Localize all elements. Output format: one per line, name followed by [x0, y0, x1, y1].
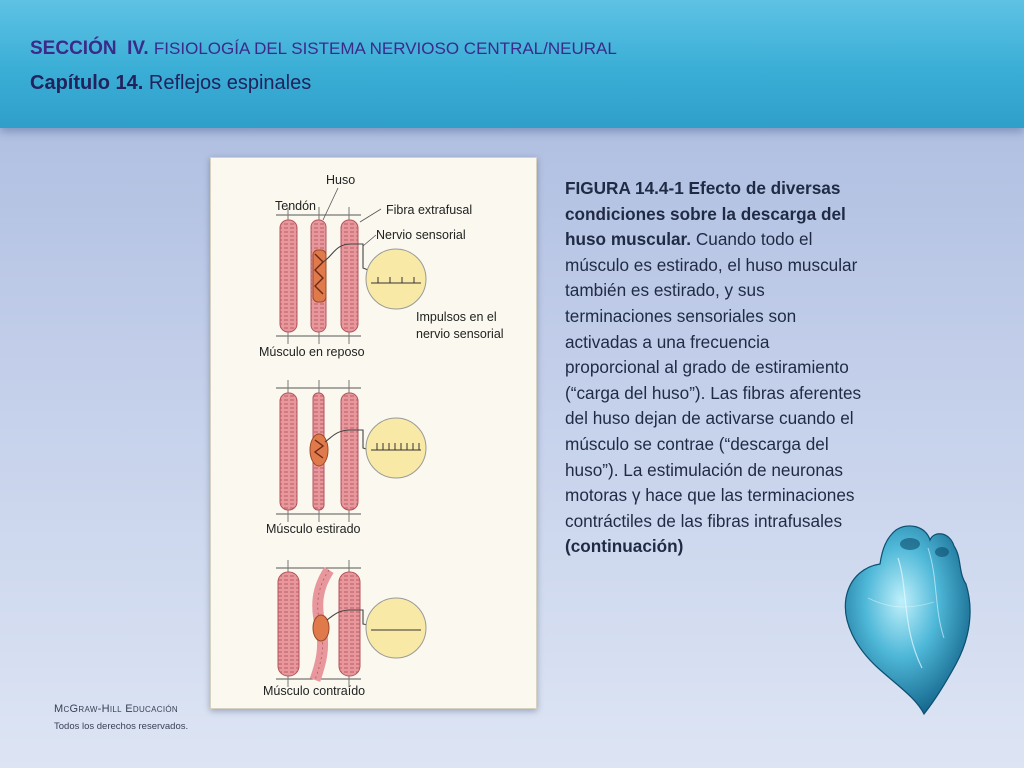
chapter-label: Capítulo 14. — [30, 72, 144, 94]
panel-caption-contraido: Músculo contraído — [263, 684, 366, 698]
panel-resting-muscle — [259, 173, 504, 359]
section-title: FISIOLOGÍA DEL SISTEMA NERVIOSO CENTRAL/NEURAL — [153, 39, 617, 58]
panel-contracted-muscle — [263, 560, 426, 698]
heart-graphic-icon — [838, 518, 978, 718]
extrafusal-fiber — [280, 220, 297, 332]
chapter-heading — [30, 72, 311, 95]
label-nervio-sensorial: Nervio sensorial — [376, 228, 466, 242]
extrafusal-fiber — [280, 393, 297, 510]
rights-notice: Todos los derechos reservados. — [54, 721, 189, 732]
label-huso: Huso — [326, 173, 356, 187]
extrafusal-fiber — [341, 220, 358, 332]
spindle-capsule — [310, 434, 328, 466]
extrafusal-fiber — [341, 393, 358, 510]
label-tendon: Tendón — [275, 199, 317, 213]
caption-continuation: (continuación) — [565, 536, 684, 557]
section-heading — [30, 38, 617, 60]
panel-stretched-muscle — [266, 380, 426, 536]
extrafusal-fiber — [339, 572, 360, 676]
chapter-title: Reflejos espinales — [148, 72, 312, 94]
label-impulsos-line1: Impulsos en el — [416, 310, 497, 324]
caption-title: FIGURA 14.4-1 Efecto de diversas condiciones sobre la descarga del huso muscular. — [565, 178, 846, 250]
impulse-display-circle — [366, 598, 426, 658]
section-number: IV. — [127, 38, 149, 59]
label-fibra-extrafusal: Fibra extrafusal — [386, 203, 473, 217]
caption-body: Cuando todo el músculo es estirado, el huso muscular también es estirado, y sus terminaciones sensoriales son activadas a una frecuencia proporcional al grado de estiramiento (“carga del huso”). Las fibras aferentes del huso dejan de activarse cuando el músculo se contrae (“descarga del huso”). La estimulación de neuronas motoras γ hace que las terminaciones contráctiles de las fibras intrafusales — [565, 229, 862, 531]
impulse-display-circle — [366, 418, 426, 478]
muscle-spindle-diagram — [211, 158, 536, 708]
figure-card — [210, 157, 537, 709]
publisher-name: McGraw-Hill Educación — [54, 703, 178, 715]
panel-caption-estirado: Músculo estirado — [266, 522, 361, 536]
spindle-capsule — [313, 615, 329, 641]
impulse-display-circle — [366, 249, 426, 309]
extrafusal-fiber — [278, 572, 299, 676]
figure-caption — [565, 176, 865, 560]
panel-caption-reposo: Músculo en reposo — [259, 345, 365, 359]
section-label: SECCIÓN — [30, 38, 117, 59]
slide-header — [0, 0, 1024, 128]
label-impulsos-line2: nervio sensorial — [416, 327, 504, 341]
